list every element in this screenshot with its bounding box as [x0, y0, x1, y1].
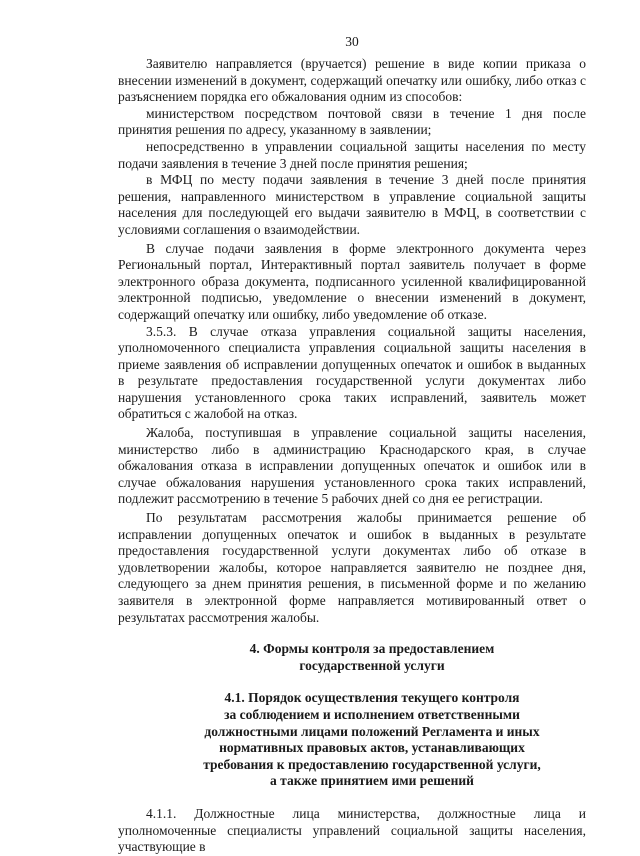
paragraph-complaint: Жалоба, поступившая в управление социальной защиты населения, министерство либо в администрацию Краснодарского края, в случае обжалования отказа в исправлении допущенных опечаток и ошибок или в случае обжалования нарушения установленного срока таких исправлений, подлежит рассмотрению в течение 5 рабочих дней со дня ее регистрации. [118, 425, 586, 507]
paragraph-complaint-result: По результатам рассмотрения жалобы принимается решение об исправлении допущенных опечаток и ошибок в выданных в результате предоставления государственной услуги документах либо об отказе в удовлетворении жалобы, которое направляется заявителю не позднее дня, следующего за днем принятия решения, в письменной форме и по желанию заявителя в электронной форме направляется мотивированный ответ о результатах рассмотрения жалобы. [118, 510, 586, 625]
paragraph-in-person: непосредственно в управлении социальной защиты населения по месту подачи заявления в течение 3 дней после принятия решения; [118, 138, 586, 171]
paragraph-decision-delivery: Заявителю направляется (вручается) решение в виде копии приказа о внесении изменений в документ, содержащий опечатку или ошибку, либо отказ с разъяснением порядка его обжалования одним из способов: [118, 56, 586, 105]
paragraph-mfc: в МФЦ по месту подачи заявления в течение 3 дней после принятия решения, направленного министерством в управление социальной защиты населения для последующей его выдачи заявителю в МФЦ, в соответствии с условиями соглашения о взаимодействии. [118, 172, 586, 237]
section-heading: 4. Формы контроля за предоставлением государственной услуги [249, 641, 495, 673]
page-number: 30 [345, 34, 359, 49]
paragraph-electronic: В случае подачи заявления в форме электронного документа через Региональный портал, Интерактивный портал заявитель получает в форме электронного образа документа, подписанного усиленной квалифицированной электронной подписью, уведомление о внесении изменений в документ, содержащий опечатку или ошибку, либо уведомление об отказе. [118, 240, 586, 322]
paragraph-4-1-1: 4.1.1. Должностные лица министерства, должностные лица и уполномоченные специалисты управлений социальной защиты населения, участвующие в [118, 805, 586, 855]
subsection-heading: 4.1. Порядок осуществления текущего контроля за соблюдением и исполнением ответственными должностными лицами положений Регламента и иных нормативных правовых актов, устанавливающих требования к предоставлению государственной услуги, а также принятием ими решений [203, 690, 541, 789]
paragraph-by-post: министерством посредством почтовой связи в течение 1 дня после принятия решения по адресу, указанному в заявлении; [118, 105, 586, 138]
document-body [118, 56, 586, 856]
paragraph-3-5-3: 3.5.3. В случае отказа управления социальной защиты населения, уполномоченного специалиста управления социальной защиты населения в приеме заявления об исправлении допущенных опечаток и ошибок в выданных в результате предоставления государственной услуги документах либо нарушения установленного срока таких исправлений, заявитель может обратиться с жалобой на отказ. [118, 323, 586, 422]
